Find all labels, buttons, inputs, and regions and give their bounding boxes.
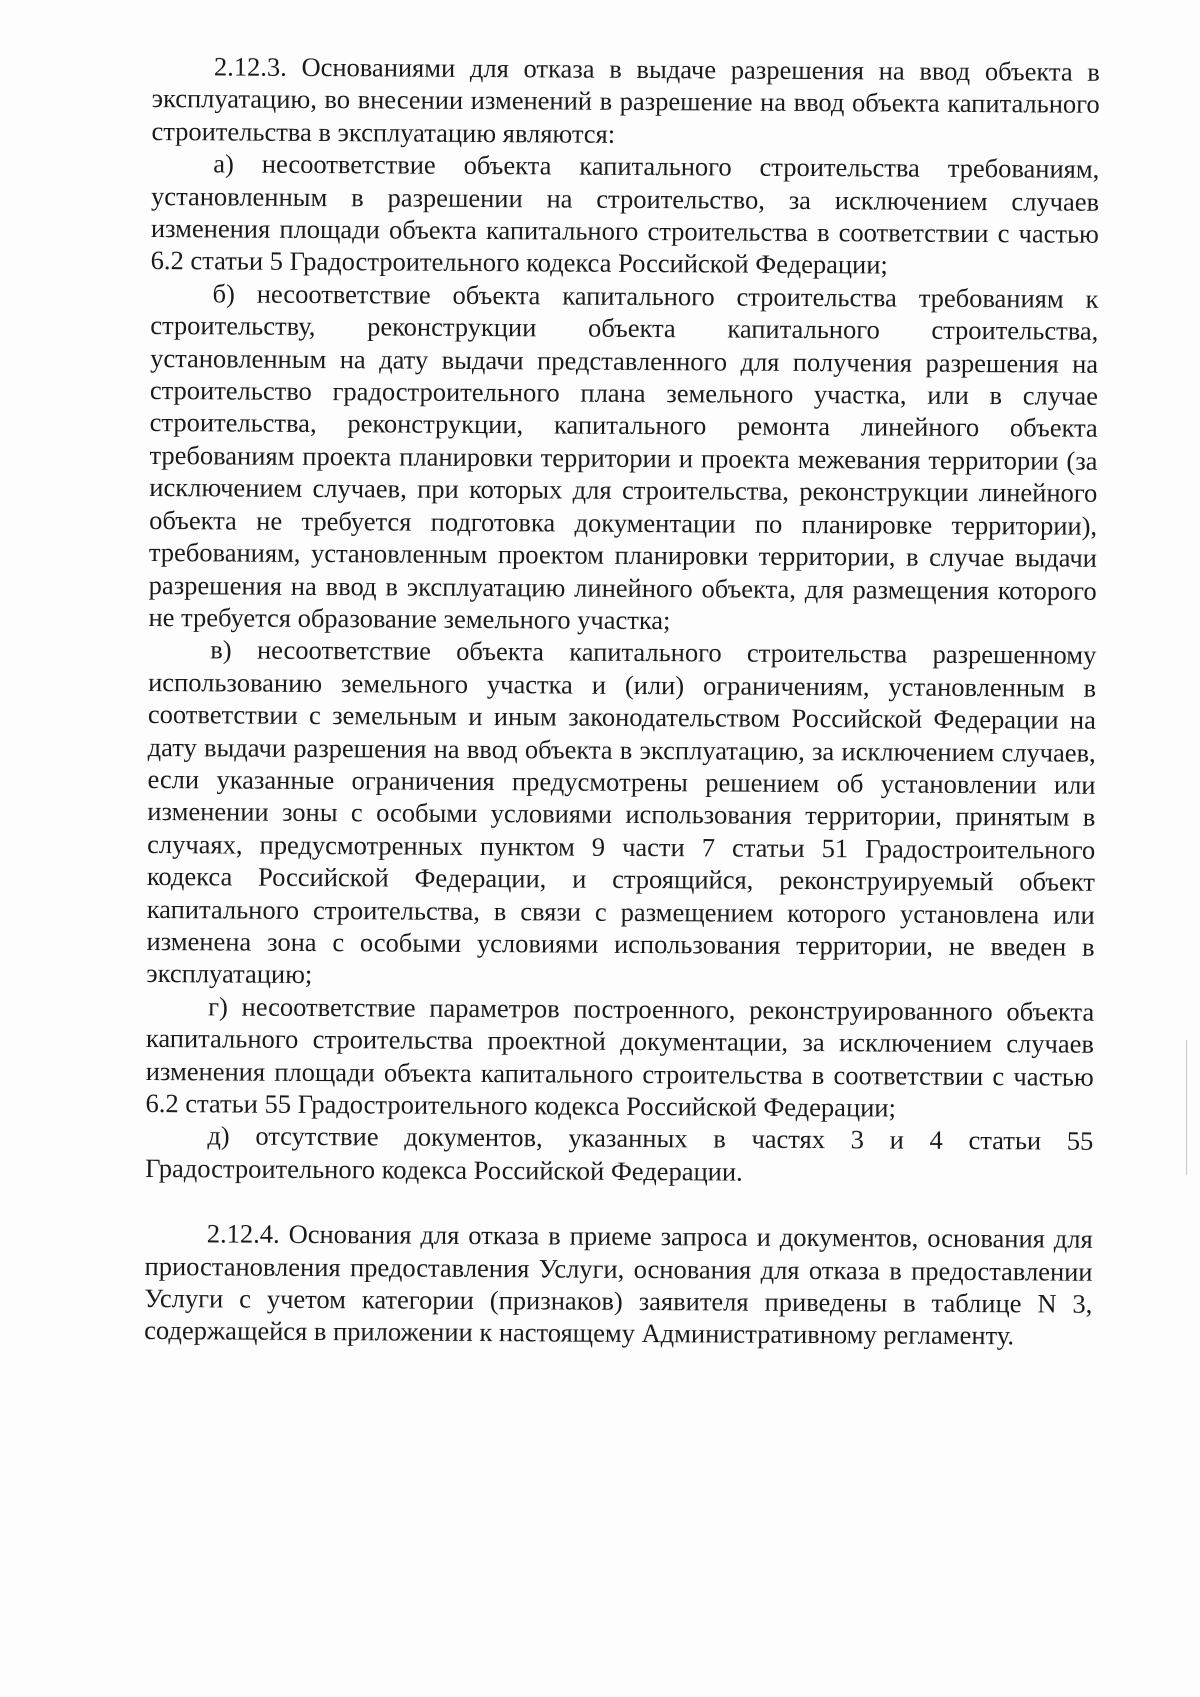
clause-2-12-4: 2.12.4. Основания для отказа в приеме запроса и документов, основания для приостановления предоставления Услуги, основания для отказа в предоставлении Услуги с учетом категории (признаков) заявителя приведены в таблице N 3, содержащейся в приложении к настоящему Административному регламенту. <box>144 1218 1093 1351</box>
clause-item-d: д) отсутствие документов, указанных в частях 3 и 4 статьи 55 Градостроительного кодекса Российской Федерации. <box>145 1120 1094 1187</box>
clause-item-b: б) несоответствие объекта капитального строительства требованиям к строительству, реконструкции объекта капитального строительства, установленным на дату выдачи представленного для получения разрешения на строительство градостроительного плана земельного участка, или в случае строительства, реконструкции, капитального ремонта линейного объекта требованиям проекта планировки территории и проекта межевания территории (за исключением случаев, при которых для строительства, реконструкции линейного объекта не требуется подготовка документации по планировке территории), требованиям, установленным проектом планировки территории, в случае выдачи разрешения на ввод в эксплуатацию линейного объекта, для размещения которого не требуется образование земельного участка; <box>148 278 1099 636</box>
clause-item-v: в) несоответствие объекта капитального строительства разрешенному использованию земельного участка и (или) ограничениям, установленным в соответствии с земельным и иным законодательством Российской Федерации на дату выдачи разрешения на ввод объекта в эксплуатацию, за исключением случаев, если указанные ограничения предусмотрены решением об установлении или изменении зоны с особыми условиями использования территории, принятым в случаях, предусмотренных пунктом 9 части 7 статьи 51 Градостроительного кодекса Российской Федерации, и строящийся, реконструируемый объект капитального строительства, в связи с размещением которого установлена или изменена зона с особыми условиями использования территории, не введен в эксплуатацию; <box>146 634 1097 990</box>
clause-2-12-3-heading: 2.12.3. Основаниями для отказа в выдаче разрешения на ввод объекта в эксплуатацию, во внесении изменений в разрешение на ввод объекта капитального строительства в эксплуатацию являются: <box>151 51 1100 149</box>
document-body <box>144 50 1100 1353</box>
scan-margin-mark <box>1186 1040 1187 1175</box>
clause-item-a: а) несоответствие объекта капитального строительства требованиям, установленным в разрешении на строительство, за исключением случаев изменения площади объекта капитального строительства в соответствии с частью 6.2 статьи 5 Градостроительного кодекса Российской Федерации; <box>150 148 1100 280</box>
clause-item-g: г) несоответствие параметров построенного, реконструированного объекта капитального строительства проектной документации, за исключением случаев изменения площади объекта капитального строительства в соответствии с частью 6.2 статьи 55 Градостроительного кодекса Российской Федерации; <box>145 991 1095 1123</box>
